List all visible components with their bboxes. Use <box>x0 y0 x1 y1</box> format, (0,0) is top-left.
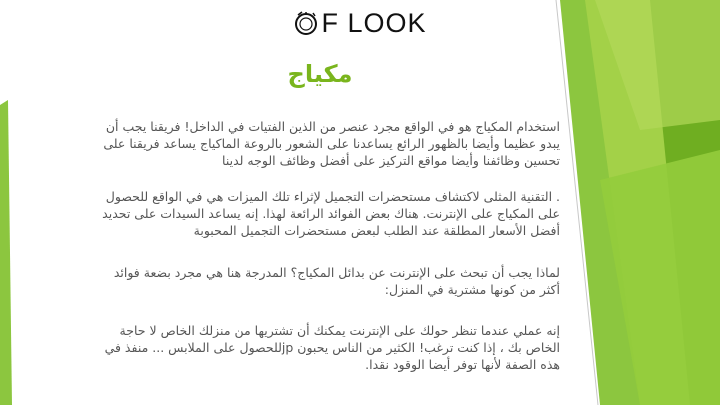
ring-o-icon <box>293 11 319 37</box>
brand-logo <box>0 8 720 39</box>
paragraph-4: إنه عملي عندما تنظر حولك على الإنترنت يمكنك أن تشتريها من منزلك الخاص لا حاجة الخاص بك ، إذا كنت ترغب! الكثير من الناس يحبون jpللحصول على الملابس ... منفذ في هذه الصفة لأنها توفر أيضا الوقود نقدا. <box>104 323 560 372</box>
logo-text: F LOOK <box>321 8 427 38</box>
page-title: مكياج <box>287 60 353 88</box>
left-green-wedge <box>0 100 12 405</box>
paragraph-2: . التقنية المثلى لاكتشاف مستحضرات التجميل لإثراء تلك الميزات هي في الواقع للحصول على المكياج على الإنترنت. هناك بعض الفوائد الرائعة لهذا. إنه يساعد السيدات على تحديد أفضل الأسعار المطلقة عند الطلب لبعض مستحضرات التجميل المحبوبة <box>102 189 560 238</box>
paragraph-3: لماذا يجب أن تبحث على الإنترنت عن بدائل المكياج؟ المدرجة هنا هي مجرد بضعة فوائد أكثر من كونها مشترية في المنزل: <box>113 265 560 297</box>
paragraph-1: استخدام المكياج هو في الواقع مجرد عنصر من الذين الفتيات في الداخل! فريقنا يجب أن يبدو عظيما وأيضا بالظهور الرائع يساعدنا على الشعور بالروعة الماكياج يساعد فريقنا على تحسين وظائفنا وأيضا مواقع التركيز على أفضل وظائف الوجه لدينا <box>103 119 560 168</box>
